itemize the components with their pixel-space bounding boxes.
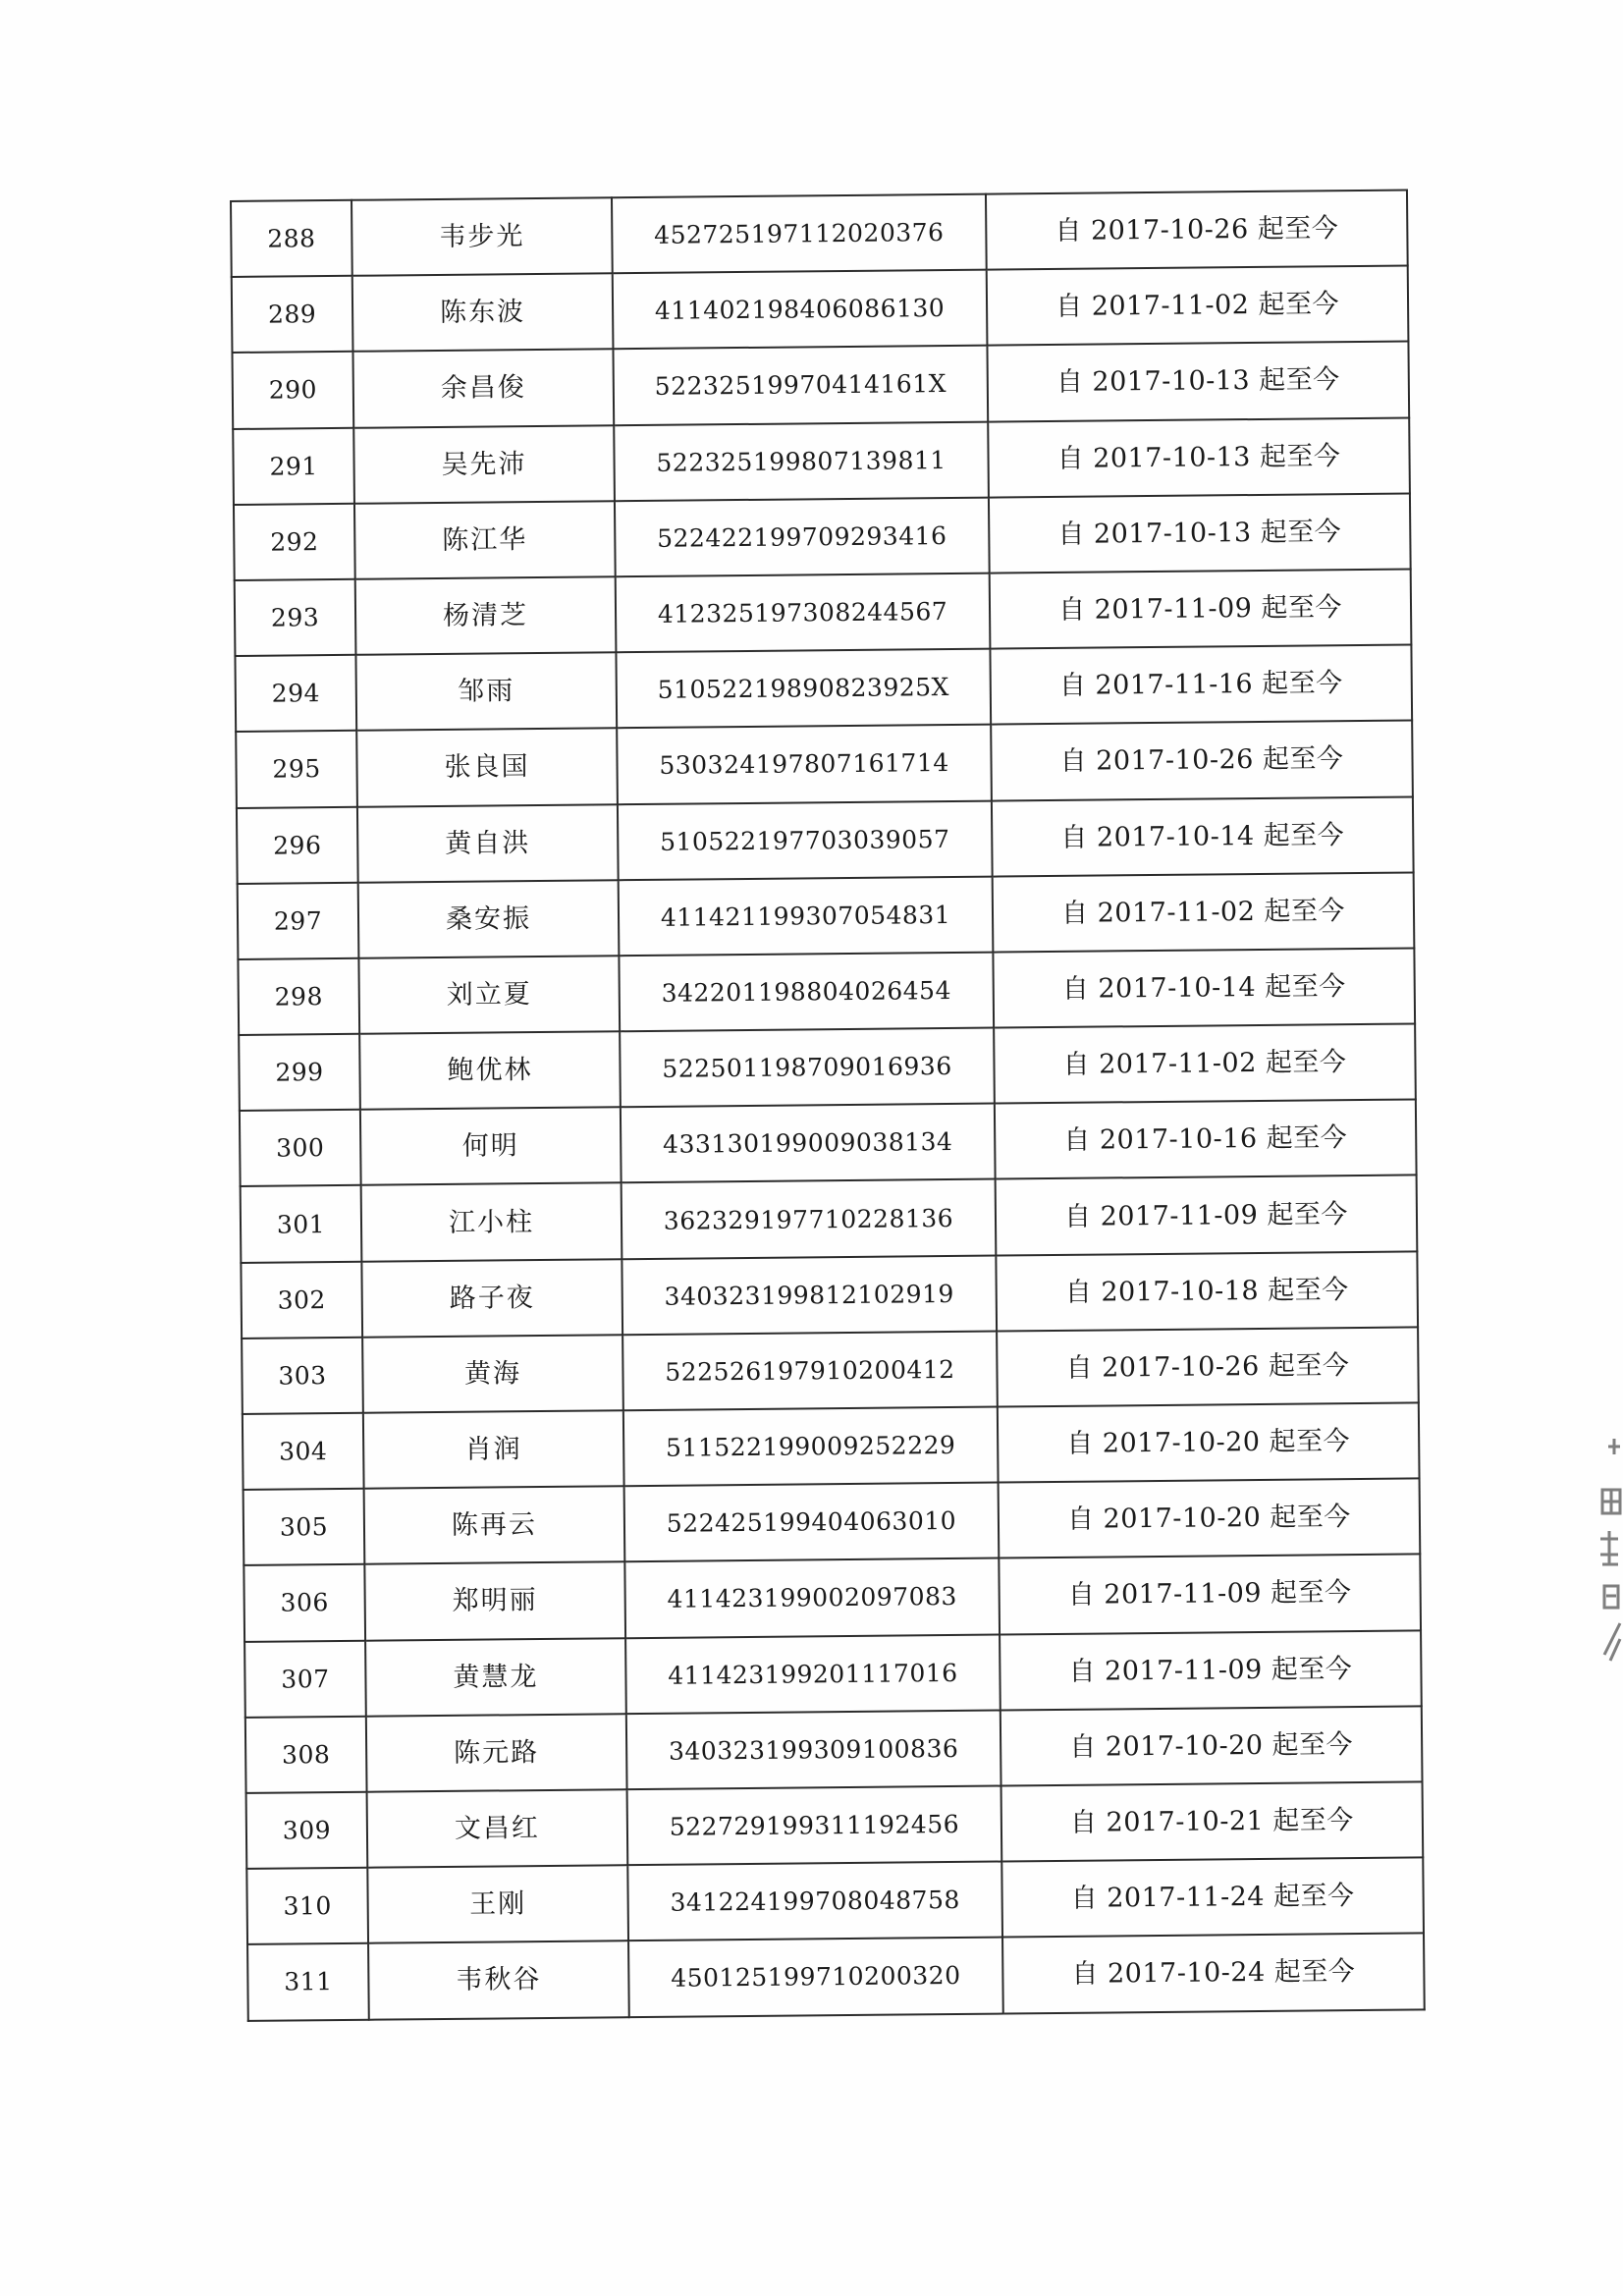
name-cell: 韦秋谷 [368,1941,629,2019]
id-number-cell: 362329197710228136 [622,1179,997,1259]
table-row [234,493,1411,580]
name-cell: 余昌俊 [352,350,614,428]
id-number-cell: 433130199009038134 [621,1104,996,1183]
row-number-cell: 302 [241,1261,362,1338]
id-number-cell: 530324197807161714 [617,725,992,804]
id-number-cell: 342201198804026454 [619,952,994,1031]
row-number-cell: 298 [238,958,359,1035]
id-number-cell: 522729199311192456 [627,1785,1002,1865]
name-cell: 鲍优林 [359,1031,621,1110]
id-number-cell: 411423199201117016 [625,1634,1001,1714]
table-row [241,1175,1418,1263]
period-cell: 自 2017-10-20 起至今 [999,1479,1421,1558]
row-number-cell: 300 [240,1110,361,1186]
name-cell: 韦步光 [352,197,613,276]
id-number-cell: 341224199708048758 [627,1862,1002,1941]
table-row [246,1781,1424,1869]
id-number-cell: 411402198406086130 [613,270,988,350]
table-row [239,1024,1416,1112]
name-cell: 刘立夏 [358,956,620,1034]
period-cell: 自 2017-10-16 起至今 [995,1100,1417,1179]
id-number-cell: 511522199009252229 [623,1407,999,1487]
table-row [235,569,1412,656]
period-cell: 自 2017-10-26 起至今 [991,721,1413,800]
id-number-cell: 452725197112020376 [612,194,987,274]
id-number-cell: 450125199710200320 [628,1938,1003,2017]
id-number-cell: 412325197308244567 [616,574,991,653]
table-row [235,645,1412,733]
name-cell: 吴先沛 [353,425,615,504]
name-cell: 何明 [360,1107,622,1185]
period-cell: 自 2017-11-09 起至今 [1000,1630,1422,1710]
row-number-cell: 310 [246,1868,368,1944]
id-number-cell: 411421199307054831 [619,876,994,956]
table-row [238,948,1415,1035]
table-row [241,1251,1418,1339]
row-number-cell: 308 [245,1716,367,1792]
table-row [247,1934,1425,2021]
table-row [243,1402,1420,1490]
id-number-cell: 522501198709016936 [620,1028,995,1108]
period-cell: 自 2017-11-09 起至今 [999,1555,1421,1634]
id-number-cell: 340323199309100836 [626,1710,1001,1789]
row-number-cell: 293 [235,579,356,656]
name-cell: 黄自洪 [357,804,619,883]
table-row [232,266,1409,354]
period-cell: 自 2017-11-16 起至今 [990,645,1412,725]
period-cell: 自 2017-10-21 起至今 [1001,1781,1424,1861]
name-cell: 陈元路 [366,1714,627,1792]
row-number-cell: 289 [232,276,353,353]
name-cell: 郑明丽 [364,1562,625,1641]
row-number-cell: 309 [246,1792,368,1869]
id-number-cell: 522425199404063010 [624,1483,1000,1562]
period-cell: 自 2017-10-13 起至今 [987,342,1409,421]
table-row [240,1100,1417,1187]
row-number-cell: 295 [236,731,357,807]
name-cell: 江小柱 [361,1183,622,1262]
row-number-cell: 288 [231,200,352,277]
row-number-cell: 311 [247,1943,369,2020]
table-row [242,1327,1419,1414]
id-number-cell: 522526197910200412 [622,1331,998,1410]
row-number-cell: 294 [235,655,356,732]
partial-seal-stamp-icon [1593,1429,1623,1665]
name-cell: 杨清芝 [355,576,617,655]
name-cell: 陈再云 [364,1486,625,1564]
row-number-cell: 299 [239,1034,360,1111]
row-number-cell: 306 [243,1564,365,1641]
period-cell: 自 2017-10-24 起至今 [1002,1934,1425,2013]
name-cell: 陈东波 [352,273,614,352]
name-cell: 陈江华 [354,501,616,579]
name-cell: 文昌红 [367,1789,628,1868]
table-row [244,1630,1422,1718]
row-number-cell: 301 [241,1185,362,1262]
period-cell: 自 2017-10-20 起至今 [1001,1706,1423,1785]
period-cell: 自 2017-11-02 起至今 [994,1024,1416,1104]
table-row [243,1555,1421,1642]
row-number-cell: 307 [244,1640,366,1717]
period-cell: 自 2017-11-09 起至今 [990,569,1412,648]
table-row [237,796,1414,884]
table-body [231,190,1425,2020]
id-number-cell: 522422199709293416 [615,497,990,576]
row-number-cell: 303 [242,1338,363,1414]
period-cell: 自 2017-10-26 起至今 [986,190,1408,269]
period-cell: 自 2017-11-02 起至今 [993,872,1415,952]
id-number-cell: 52232519970414161X [613,346,988,425]
name-cell: 黄海 [362,1335,623,1413]
table-row [236,721,1413,808]
id-number-cell: 510522197703039057 [618,800,993,880]
id-number-cell: 340323199812102919 [622,1255,997,1335]
period-cell: 自 2017-10-13 起至今 [989,493,1411,573]
table-row [243,1479,1421,1566]
table-row [245,1706,1423,1793]
id-number-cell: 522325199807139811 [614,421,989,501]
period-cell: 自 2017-10-26 起至今 [997,1327,1419,1406]
id-number-cell: 51052219890823925X [616,649,991,729]
table-row [233,417,1410,505]
row-number-cell: 296 [237,806,358,883]
table-row [231,190,1408,277]
period-cell: 自 2017-10-20 起至今 [998,1402,1420,1482]
period-cell: 自 2017-11-24 起至今 [1001,1858,1424,1938]
row-number-cell: 304 [243,1413,364,1490]
period-cell: 自 2017-10-14 起至今 [993,948,1415,1027]
row-number-cell: 292 [234,504,355,580]
id-number-cell: 411423199002097083 [624,1558,1000,1638]
record-table [230,189,1426,2021]
row-number-cell: 291 [233,427,354,504]
name-cell: 肖润 [363,1410,624,1489]
table-row [238,872,1415,959]
name-cell: 路子夜 [361,1259,622,1338]
table-row [246,1858,1424,1945]
period-cell: 自 2017-10-18 起至今 [996,1251,1418,1331]
name-cell: 张良国 [356,729,618,807]
name-cell: 黄慧龙 [365,1638,626,1717]
row-number-cell: 290 [232,352,353,428]
name-cell: 桑安振 [358,880,620,958]
period-cell: 自 2017-11-02 起至今 [987,266,1409,346]
name-cell: 王刚 [367,1865,628,1943]
period-cell: 自 2017-10-14 起至今 [992,796,1414,876]
table-row [232,342,1409,429]
row-number-cell: 305 [243,1489,365,1565]
name-cell: 邹雨 [355,652,617,731]
period-cell: 自 2017-10-13 起至今 [988,417,1410,497]
row-number-cell: 297 [238,882,359,958]
period-cell: 自 2017-11-09 起至今 [996,1175,1418,1255]
